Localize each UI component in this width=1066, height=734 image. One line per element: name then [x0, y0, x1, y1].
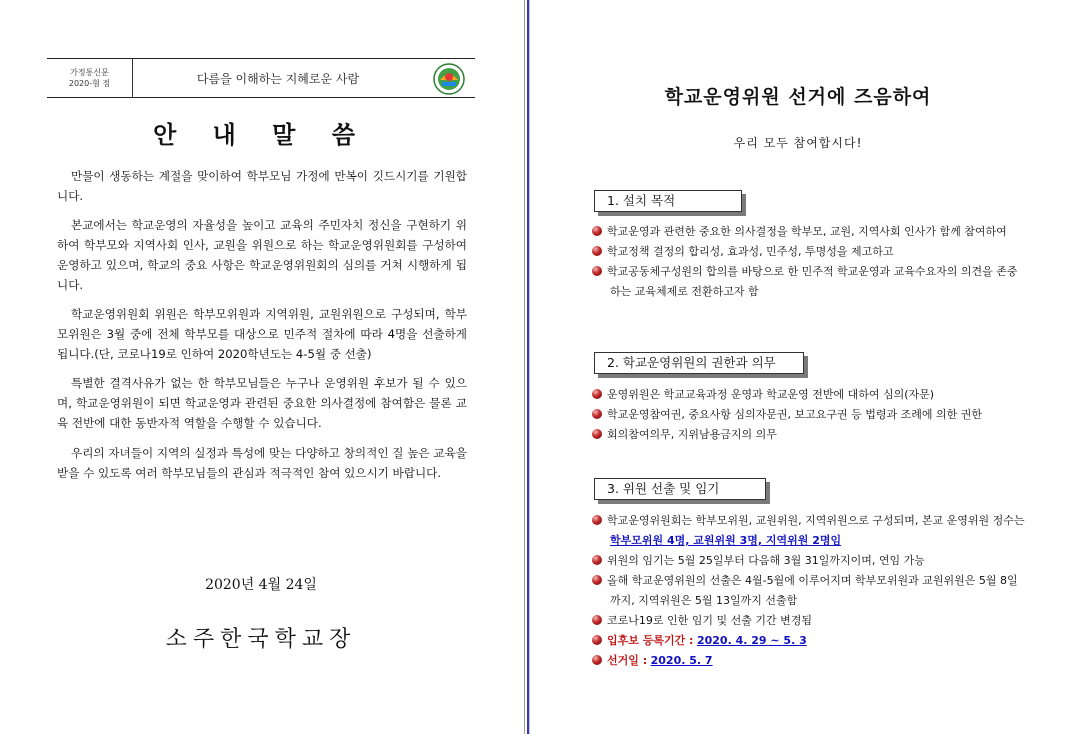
- notice-paragraph: 우리의 자녀들이 지역의 실정과 특성에 맞는 다양하고 창의적인 질 높은 교육을 받을 수 있도록 여러 학부모님들의 관심과 적극적인 참여 있으시기 바랍니다.: [57, 446, 467, 480]
- section-heading-purpose: 1. 설치 목적: [594, 190, 742, 212]
- header-label-line1: 가정통신문: [70, 68, 109, 77]
- notice-paragraph: 특별한 결격사유가 없는 한 학부모님들은 누구나 운영위원 후보가 될 수 있으며, 학교운영위원이 되면 학교운영과 관련된 중요한 의사결정에 참여함은 물론 교육 전반에 대한 동반자적 역할을 수행할 수 있습니다.: [57, 376, 467, 430]
- list-item: 위원의 임기는 5월 25일부터 다음해 3월 31일까지이며, 연임 가능: [592, 551, 1052, 571]
- list-item: 회의참여의무, 지위남용금지의 의무: [592, 425, 1052, 445]
- election-day-value: 2020. 5. 7: [650, 654, 713, 667]
- bullet-icon: [592, 515, 602, 525]
- bullet-icon: [592, 555, 602, 565]
- election-day-label: 선거일 :: [607, 654, 648, 667]
- list-item: 학교운영과 관련한 중요한 의사결정을 학부모, 교원, 지역사회 인사가 함께 참여하여: [592, 222, 1052, 242]
- list-item: 코로나19로 인한 임기 및 선출 기간 변경됨: [592, 611, 1052, 631]
- school-emblem-icon: [433, 63, 465, 95]
- election-subtitle: 우리 모두 참여합시다!: [733, 136, 863, 150]
- election-title: 학교운영위원 선거에 즈음하여: [664, 86, 932, 108]
- list-item: 학교공동체구성원의 합의를 바탕으로 한 민주적 학교운영과 교육수요자의 의견을 존중: [592, 262, 1052, 282]
- list-item: 학교정책 결정의 합리성, 효과성, 민주성, 투명성을 제고하고: [592, 242, 1052, 262]
- notice-paragraph: 학교운영위원회 위원은 학부모위원과 지역위원, 교원위원으로 구성되며, 학부모위원은 3월 중에 전체 학부모를 대상으로 민주적 절차에 따라 4명을 선출하게 됩니다.(단, 코로나19로 인하여 2020학년도는 4-5월 중 선출): [57, 307, 467, 361]
- notice-title: 안 내 말 씀: [153, 120, 369, 149]
- section-heading-authority: 2. 학교운영위원의 권한과 의무: [594, 352, 804, 374]
- bullet-icon: [592, 409, 602, 419]
- bullet-icon: [592, 615, 602, 625]
- registration-label: 입후보 등록기간 :: [607, 634, 694, 647]
- list-item: [592, 651, 1052, 671]
- bullet-icon: [592, 655, 602, 665]
- list-item: 운영위원은 학교교육과정 운영과 학교운영 전반에 대하여 심의(자문): [592, 385, 1052, 405]
- header-label: [47, 59, 133, 97]
- school-motto: 다름을 이해하는 지혜로운 사람: [196, 72, 360, 86]
- principal-signature: 소주한국학교장: [165, 627, 357, 652]
- newsletter-header: [47, 58, 475, 98]
- header-label-line2: 2020-혐 점: [68, 79, 111, 88]
- bullet-icon: [592, 635, 602, 645]
- registration-period: 2020. 4. 29 ~ 5. 3: [696, 634, 807, 647]
- section-heading-election: 3. 위원 선출 및 임기: [594, 478, 766, 500]
- right-page: [530, 0, 1066, 734]
- left-page: [0, 0, 524, 734]
- bullet-icon: [592, 429, 602, 439]
- list-item: 학교운영위원회는 학부모위원, 교원위원, 지역위원으로 구성되며, 본교 운영위원 정수는: [592, 511, 1052, 531]
- bullet-icon: [592, 266, 602, 276]
- list-item: 올해 학교운영위원의 선출은 4월-5월에 이루어지며 학부모위원과 교원위원은 5월 8일: [592, 571, 1052, 591]
- list-item: [592, 631, 1052, 651]
- notice-paragraph: 만물이 생동하는 계절을 맞이하여 학부모님 가정에 만복이 깃드시기를 기원합니다.: [57, 169, 467, 203]
- list-item-continuation: 하는 교육체제로 전환하고자 함: [610, 285, 759, 298]
- list-item: 학교운영참여권, 중요사항 심의자문권, 보고요구권 등 법령과 조례에 의한 권한: [592, 405, 1052, 425]
- notice-paragraph: 본교에서는 학교운영의 자율성을 높이고 교육의 주민자치 정신을 구현하기 위하여 학부모와 지역사회 인사, 교원을 위원으로 하는 학교운영위원회를 구성하여 운영하고 있으며, 학교의 중요 사항은 학교운영위원회의 심의를 거쳐 시행하게 됩니다.: [57, 218, 467, 292]
- bullet-icon: [592, 389, 602, 399]
- bullet-icon: [592, 575, 602, 585]
- list-item-continuation: 까지, 지역위원은 5월 13일까지 선출함: [610, 594, 798, 607]
- member-quota-highlight: 학부모위원 4명, 교원위원 3명, 지역위원 2명임: [610, 534, 842, 547]
- notice-date: 2020년 4월 24일: [205, 577, 317, 593]
- bullet-icon: [592, 226, 602, 236]
- bullet-icon: [592, 246, 602, 256]
